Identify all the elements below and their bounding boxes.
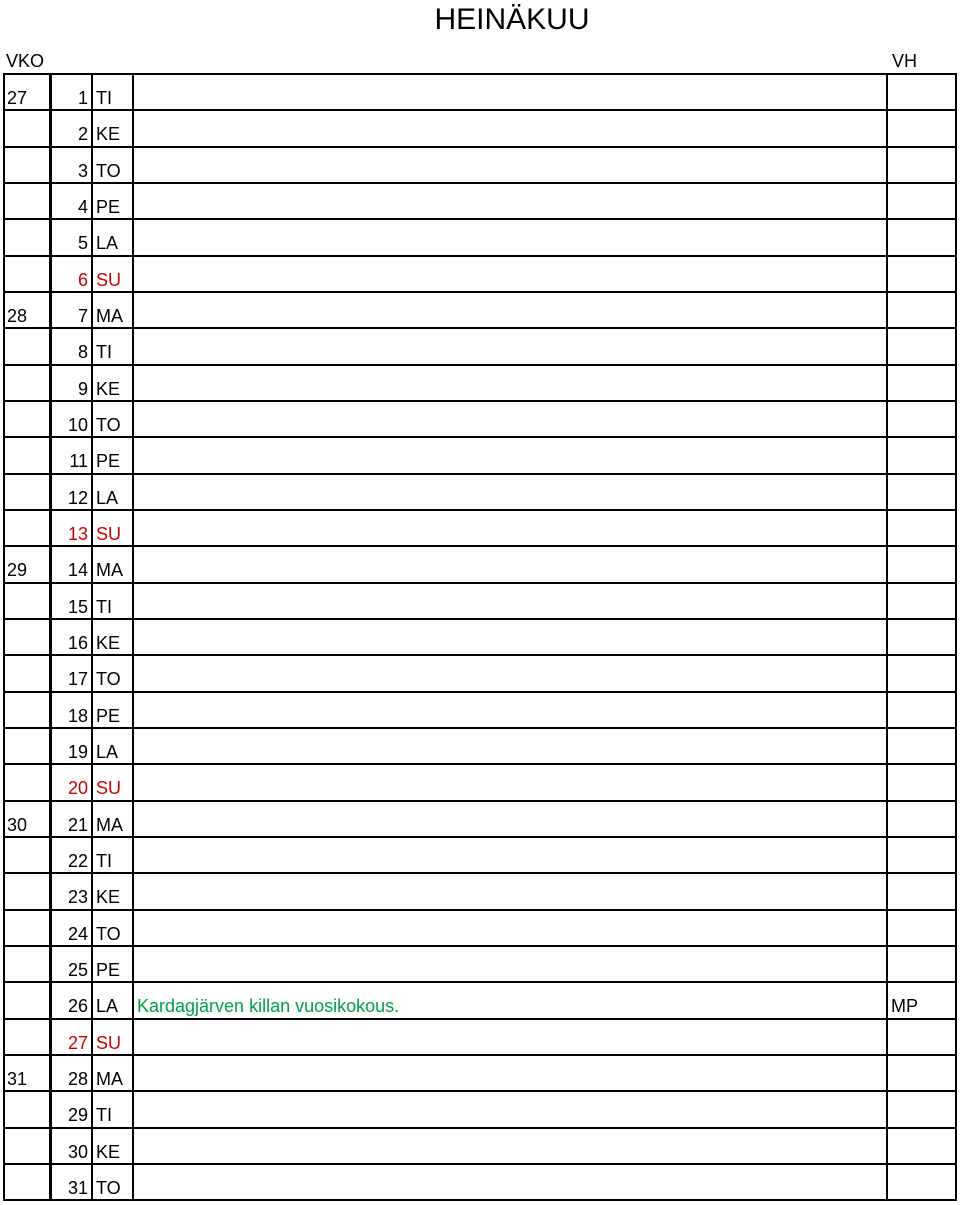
day-number: 1 xyxy=(77,88,88,108)
row-divider xyxy=(3,509,957,511)
vh-cell[interactable] xyxy=(891,1104,951,1126)
vh-cell[interactable] xyxy=(891,814,951,836)
event-cell[interactable] xyxy=(137,196,882,218)
weekday-label: LA xyxy=(96,996,119,1017)
vh-cell[interactable] xyxy=(891,705,951,727)
event-cell[interactable] xyxy=(137,668,882,690)
week-number: 27 xyxy=(7,88,28,108)
row-divider xyxy=(3,545,957,547)
row-divider xyxy=(3,1054,957,1056)
day-number: 16 xyxy=(67,632,88,653)
weekday-label: PE xyxy=(96,451,121,472)
row-divider xyxy=(3,364,957,366)
vh-cell[interactable] xyxy=(891,1141,951,1163)
row-divider xyxy=(3,582,957,584)
weekday-label: MA xyxy=(96,1068,123,1089)
vh-cell[interactable] xyxy=(891,378,951,400)
week-number: 31 xyxy=(7,1068,28,1089)
vh-cell[interactable] xyxy=(891,232,951,254)
row-divider xyxy=(3,327,957,329)
day-number: 21 xyxy=(67,814,88,835)
vh-cell[interactable] xyxy=(891,450,951,472)
event-cell[interactable]: Kardagjärven killan vuosikokous. xyxy=(137,996,400,1017)
day-number: 26 xyxy=(67,996,88,1017)
event-cell[interactable] xyxy=(137,523,882,545)
day-number: 22 xyxy=(67,850,88,871)
day-number: 18 xyxy=(67,705,88,726)
row-divider xyxy=(3,727,957,729)
event-cell[interactable] xyxy=(137,1104,882,1126)
row-divider xyxy=(3,1018,957,1020)
day-number: 30 xyxy=(67,1141,88,1162)
weekday-label: KE xyxy=(96,632,121,653)
event-cell[interactable] xyxy=(137,1032,882,1054)
vh-cell[interactable] xyxy=(891,777,951,799)
row-divider xyxy=(3,909,957,911)
vh-cell[interactable] xyxy=(891,886,951,908)
day-number: 29 xyxy=(67,1105,88,1126)
weekday-label: TI xyxy=(96,88,112,108)
weekday-label: SU xyxy=(96,1032,122,1053)
event-cell[interactable] xyxy=(137,487,882,509)
vh-cell[interactable] xyxy=(891,668,951,690)
weekday-label: SU xyxy=(96,523,122,544)
event-cell[interactable] xyxy=(137,559,882,581)
vh-cell[interactable] xyxy=(891,632,951,654)
vh-cell[interactable] xyxy=(891,523,951,545)
weekday-label: TO xyxy=(96,160,121,181)
vh-cell[interactable] xyxy=(891,269,951,291)
day-number: 31 xyxy=(67,1177,88,1198)
weekday-label: TI xyxy=(96,596,112,617)
weekday-label: LA xyxy=(96,487,119,508)
weekday-label: TI xyxy=(96,850,112,871)
event-cell[interactable] xyxy=(137,959,882,981)
vh-cell[interactable] xyxy=(891,741,951,763)
day-number: 28 xyxy=(67,1068,88,1089)
row-divider xyxy=(3,1163,957,1165)
day-number: 17 xyxy=(67,669,88,690)
day-number: 6 xyxy=(77,269,88,290)
day-number: 11 xyxy=(69,451,88,472)
vh-cell[interactable] xyxy=(891,1177,951,1199)
row-divider xyxy=(3,291,957,293)
week-block xyxy=(3,800,52,1056)
vh-cell[interactable] xyxy=(891,196,951,218)
day-number: 4 xyxy=(77,196,88,217)
weekday-label: MA xyxy=(96,305,123,326)
row-divider xyxy=(3,73,957,75)
column-divider xyxy=(91,73,93,1201)
event-cell[interactable] xyxy=(137,850,882,872)
vh-cell[interactable] xyxy=(891,923,951,945)
event-cell[interactable] xyxy=(137,305,882,327)
row-divider xyxy=(3,800,957,802)
row-divider xyxy=(3,182,957,184)
row-divider xyxy=(3,436,957,438)
day-number: 3 xyxy=(77,160,88,181)
day-number: 2 xyxy=(77,124,88,145)
weekday-label: SU xyxy=(96,778,122,799)
row-divider xyxy=(3,473,957,475)
row-divider xyxy=(3,691,957,693)
page-title: HEINÄKUU xyxy=(434,3,590,36)
event-cell[interactable] xyxy=(137,232,882,254)
weekday-label: MA xyxy=(96,814,123,835)
row-divider xyxy=(3,109,957,111)
event-cell[interactable] xyxy=(137,1177,882,1199)
event-cell[interactable] xyxy=(137,596,882,618)
weekday-label: TI xyxy=(96,1105,112,1126)
vh-cell[interactable] xyxy=(891,1068,951,1090)
row-divider xyxy=(3,763,957,765)
day-number: 25 xyxy=(67,959,88,980)
week-block xyxy=(3,545,52,801)
vh-cell[interactable] xyxy=(891,959,951,981)
event-cell[interactable] xyxy=(137,777,882,799)
vh-cell[interactable] xyxy=(891,596,951,618)
event-cell[interactable] xyxy=(137,269,882,291)
vh-cell[interactable] xyxy=(891,305,951,327)
row-divider xyxy=(3,1090,957,1092)
weekday-label: MA xyxy=(96,560,123,581)
row-divider xyxy=(3,146,957,148)
weekday-label: TO xyxy=(96,669,121,690)
row-divider xyxy=(3,654,957,656)
event-cell[interactable] xyxy=(137,705,882,727)
event-cell[interactable] xyxy=(137,1068,882,1090)
event-cell[interactable] xyxy=(137,923,882,945)
week-number: 30 xyxy=(7,814,28,835)
day-number: 9 xyxy=(77,378,88,399)
vh-cell[interactable] xyxy=(891,414,951,436)
column-divider xyxy=(132,73,134,1201)
vh-cell[interactable] xyxy=(891,1032,951,1054)
vh-cell[interactable] xyxy=(891,341,951,363)
weekday-label: PE xyxy=(96,196,121,217)
day-number: 10 xyxy=(67,414,88,435)
event-cell[interactable] xyxy=(137,632,882,654)
vh-cell[interactable] xyxy=(891,160,951,182)
weekday-label: KE xyxy=(96,1141,121,1162)
event-cell[interactable] xyxy=(137,87,882,109)
weekday-label: KE xyxy=(96,378,121,399)
weekday-label: TI xyxy=(96,342,112,363)
day-number: 12 xyxy=(67,487,88,508)
row-divider xyxy=(3,945,957,947)
event-cell[interactable] xyxy=(137,341,882,363)
row-divider xyxy=(3,618,957,620)
event-cell[interactable] xyxy=(137,741,882,763)
event-cell[interactable] xyxy=(137,123,882,145)
row-divider xyxy=(3,1199,957,1201)
day-number: 27 xyxy=(67,1032,88,1053)
event-cell[interactable] xyxy=(137,886,882,908)
week-column-header: VKO xyxy=(6,51,45,71)
vh-cell[interactable] xyxy=(891,559,951,581)
vh-cell[interactable] xyxy=(891,123,951,145)
event-cell[interactable] xyxy=(137,378,882,400)
weekday-label: PE xyxy=(96,705,121,726)
event-cell[interactable] xyxy=(137,160,882,182)
event-cell[interactable] xyxy=(137,450,882,472)
row-divider xyxy=(3,255,957,257)
row-divider xyxy=(3,836,957,838)
event-cell[interactable] xyxy=(137,814,882,836)
day-number: 14 xyxy=(67,560,88,581)
row-divider xyxy=(3,872,957,874)
event-cell[interactable] xyxy=(137,414,882,436)
column-divider xyxy=(955,73,957,1201)
day-number: 19 xyxy=(67,741,88,762)
day-number: 5 xyxy=(77,233,88,254)
week-block xyxy=(3,291,52,547)
weekday-label: LA xyxy=(96,741,119,762)
vh-cell[interactable] xyxy=(891,850,951,872)
day-number: 20 xyxy=(67,778,88,799)
weekday-label: LA xyxy=(96,233,119,254)
day-number: 7 xyxy=(77,305,88,326)
vh-cell[interactable]: MP xyxy=(891,996,918,1017)
day-number: 23 xyxy=(67,887,88,908)
vh-column-header: VH xyxy=(892,51,918,71)
vh-cell[interactable] xyxy=(891,87,951,109)
row-divider xyxy=(3,400,957,402)
week-number: 29 xyxy=(7,560,28,581)
day-number: 24 xyxy=(67,923,88,944)
weekday-label: TO xyxy=(96,1177,121,1198)
event-cell[interactable] xyxy=(137,1141,882,1163)
day-number: 8 xyxy=(77,342,88,363)
vh-cell[interactable] xyxy=(891,487,951,509)
weekday-label: PE xyxy=(96,959,121,980)
column-divider xyxy=(886,73,888,1201)
row-divider xyxy=(3,981,957,983)
weekday-label: KE xyxy=(96,124,121,145)
weekday-label: TO xyxy=(96,414,121,435)
weekday-label: TO xyxy=(96,923,121,944)
weekday-label: SU xyxy=(96,269,122,290)
week-number: 28 xyxy=(7,305,28,326)
day-number: 15 xyxy=(67,596,88,617)
row-divider xyxy=(3,1127,957,1129)
weekday-label: KE xyxy=(96,887,121,908)
row-divider xyxy=(3,218,957,220)
day-number: 13 xyxy=(67,523,88,544)
